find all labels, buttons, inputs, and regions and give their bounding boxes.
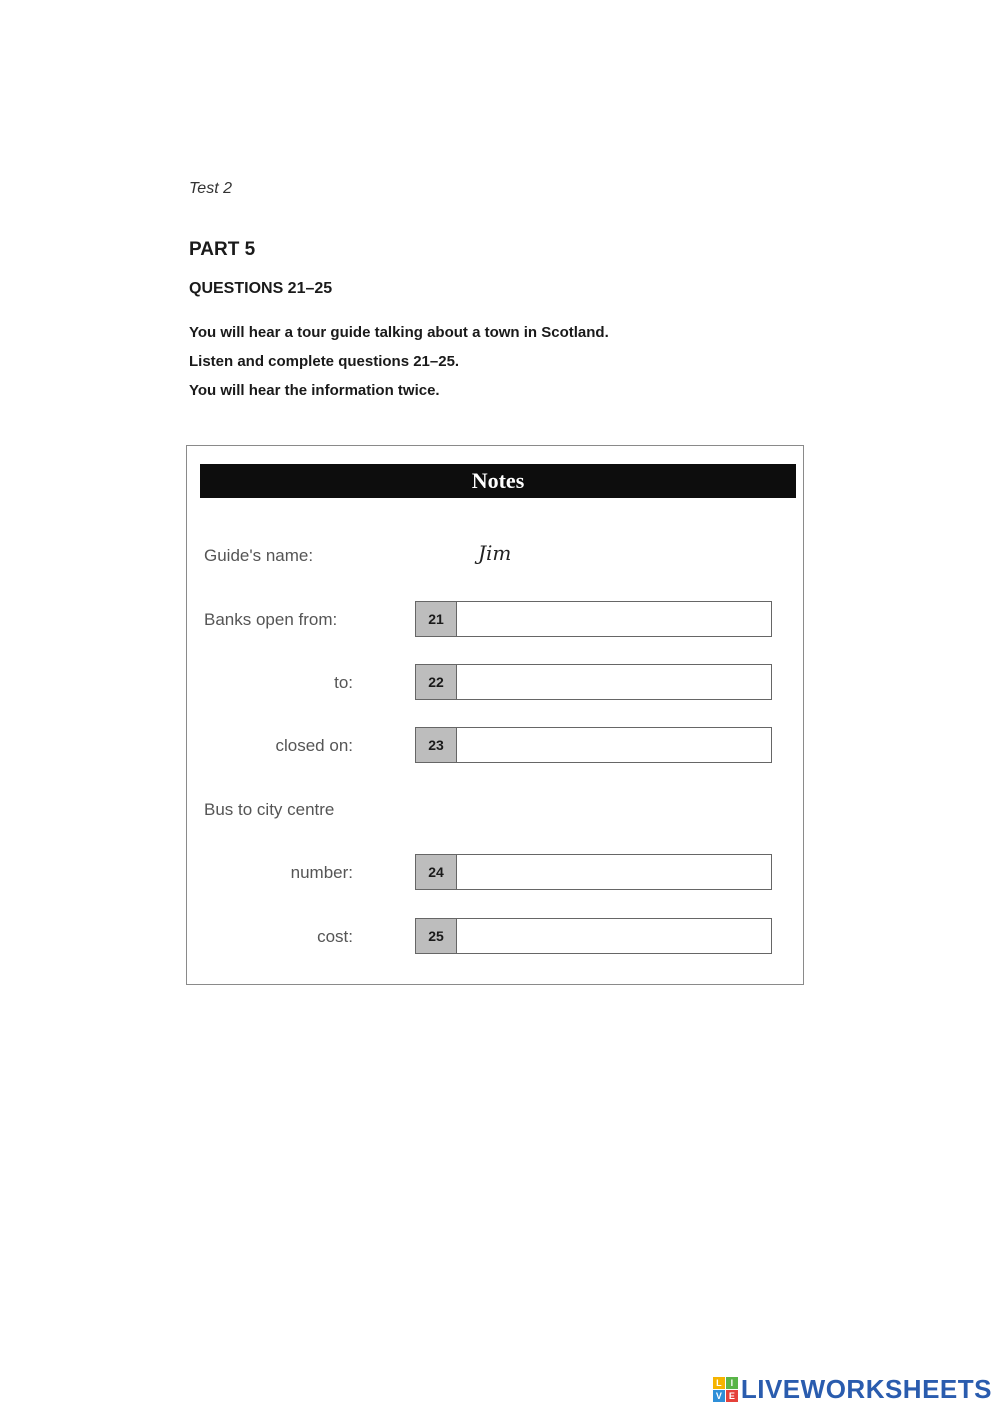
bus-heading: Bus to city centre [204, 800, 335, 819]
answer-input-25[interactable] [457, 919, 771, 953]
question-number-23: 23 [416, 728, 457, 762]
banks-open-to-label: to: [334, 673, 353, 692]
question-number-22: 22 [416, 665, 457, 699]
answer-field-25 [415, 918, 772, 954]
answer-field-22 [415, 664, 772, 700]
notes-box [186, 445, 804, 985]
test-label: Test 2 [189, 180, 232, 197]
liveworksheets-text: LIVEWORKSHEETS [740, 1374, 992, 1404]
answer-input-23[interactable] [457, 728, 771, 762]
instruction-line: You will hear the information twice. [189, 382, 440, 399]
liveworksheets-logo [713, 1374, 992, 1405]
guide-name-value: Jim [478, 541, 512, 565]
instruction-line: You will hear a tour guide talking about a town in Scotland. [189, 324, 609, 341]
banks-open-from-label: Banks open from: [204, 610, 338, 629]
bus-cost-label: cost: [317, 927, 353, 946]
question-number-21: 21 [416, 602, 457, 636]
part-title: PART 5 [189, 239, 256, 260]
bus-number-label: number: [290, 863, 353, 882]
guide-name-label: Guide's name: [204, 546, 314, 565]
answer-field-21 [415, 601, 772, 637]
liveworksheets-icon: L I V E [713, 1377, 738, 1402]
questions-title: QUESTIONS 21–25 [189, 280, 333, 297]
instructions [189, 318, 609, 405]
closed-on-label: closed on: [275, 736, 353, 755]
answer-input-21[interactable] [457, 602, 771, 636]
question-number-24: 24 [416, 855, 457, 889]
question-number-25: 25 [416, 919, 457, 953]
answer-field-23 [415, 727, 772, 763]
notes-title: Notes [200, 464, 796, 498]
answer-input-22[interactable] [457, 665, 771, 699]
instruction-line: Listen and complete questions 21–25. [189, 353, 460, 370]
answer-field-24 [415, 854, 772, 890]
answer-input-24[interactable] [457, 855, 771, 889]
